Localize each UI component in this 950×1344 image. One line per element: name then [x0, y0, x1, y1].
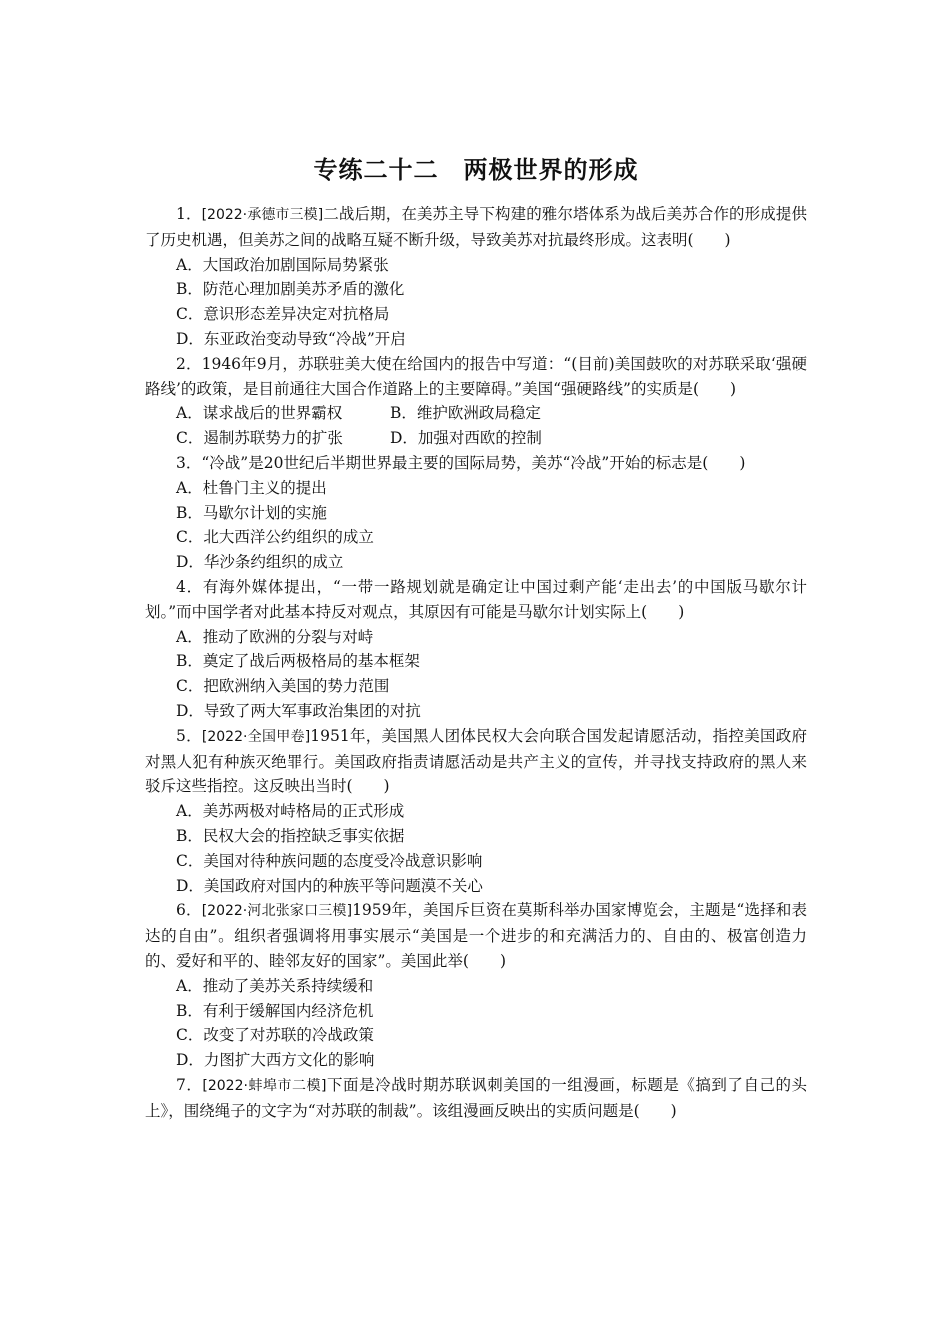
question-stem	[145, 724, 807, 799]
option-a: A．美苏两极对峙格局的正式形成	[176, 802, 405, 821]
option-b: B．有利于缓解国内经济危机	[176, 1001, 374, 1020]
question-stem	[145, 352, 807, 402]
question-2	[145, 352, 807, 451]
question-number: 1．	[176, 205, 202, 223]
question-3	[145, 451, 807, 575]
option-a: A．杜鲁门主义的提出	[176, 478, 327, 497]
option-b: B．防范心理加剧美苏矛盾的激化	[176, 280, 405, 299]
question-number: 6．	[176, 901, 202, 920]
question-text: 1951年，美国黑人团体民权大会向联合国发起请愿活动，指控美国政府对黑人犯有种族灭绝罪行。美国政府指责请愿活动是共产主义的宣传，并寻找支持政府的黑人来驳斥这些指控。这反映出当时( )	[145, 726, 807, 796]
option-c: C．北大西洋公约组织的成立	[176, 528, 374, 547]
option-b: B．维护欧洲政局稳定	[390, 404, 541, 423]
question-5	[145, 724, 807, 899]
question-1	[145, 202, 807, 352]
option-row	[145, 401, 807, 426]
question-source: [2022·蚌埠市二模]	[202, 1077, 327, 1094]
question-text: “冷战”是20世纪后半期世界最主要的国际局势，美苏“冷战”开始的标志是( )	[201, 453, 746, 472]
question-stem	[145, 1073, 807, 1124]
option-a: A．谋求战后的世界霸权	[176, 404, 343, 423]
question-source: [2022·承德市三模]	[201, 207, 324, 223]
option-d: D．华沙条约组织的成立	[176, 553, 344, 572]
option-c: C．意识形态差异决定对抗格局	[176, 305, 390, 324]
option-b: B．民权大会的指控缺乏事实依据	[176, 826, 405, 845]
question-number: 2．	[176, 354, 202, 373]
option-d: D．加强对西欧的控制	[390, 429, 542, 448]
question-number: 4．	[176, 577, 203, 596]
option-a: A．推动了欧洲的分裂与对峙	[176, 627, 374, 646]
page-title: 专练二十二 两极世界的形成	[313, 156, 639, 184]
option-b: B．奠定了战后两极格局的基本框架	[176, 652, 420, 671]
question-4	[145, 575, 807, 724]
question-number: 5．	[176, 726, 202, 745]
option-c: C．把欧洲纳入美国的势力范围	[176, 677, 390, 696]
question-7	[145, 1073, 807, 1124]
question-text: 1959年，美国斥巨资在莫斯科举办国家博览会，主题是“选择和表达的自由”。组织者强调将用事实展示“美国是一个进步的和充满活力的、自由的、极富创造力的、爱好和平的、睦邻友好的国家”。美国此举( )	[145, 901, 807, 970]
option-c: C．美国对待种族问题的态度受冷战意识影响	[176, 851, 483, 870]
question-stem	[145, 451, 807, 476]
question-stem	[145, 575, 807, 625]
option-d: D．导致了两大军事政治集团的对抗	[176, 701, 421, 720]
option-d: D．东亚政治变动导致“冷战”开启	[176, 329, 406, 348]
question-number: 7．	[176, 1075, 203, 1094]
question-stem	[145, 202, 807, 253]
question-source: [2022·全国甲卷]	[201, 728, 311, 745]
option-d: D．力图扩大西方文化的影响	[176, 1051, 375, 1070]
option-b: B．马歇尔计划的实施	[176, 503, 327, 522]
question-number: 3．	[176, 453, 202, 472]
option-d: D．美国政府对国内的种族平等问题漠不关心	[176, 876, 483, 895]
option-c: C．改变了对苏联的冷战政策	[176, 1026, 374, 1045]
option-c: C．遏制苏联势力的扩张	[176, 429, 343, 448]
option-row	[145, 426, 807, 451]
question-source: [2022·河北张家口三模]	[201, 903, 353, 920]
question-text: 下面是冷战时期苏联讽刺美国的一组漫画，标题是《搞到了自己的头上》，围绕绳子的文字为“对苏联的制裁”。该组漫画反映出的实质问题是( )	[145, 1075, 807, 1120]
question-stem	[145, 898, 807, 973]
document-page	[145, 150, 807, 1123]
option-a: A．大国政治加剧国际局势紧张	[176, 255, 389, 274]
question-text: 二战后期，在美苏主导下构建的雅尔塔体系为战后美苏合作的形成提供了历史机遇，但美苏之间的战略互疑不断升级，导致美苏对抗最终形成。这表明( )	[145, 205, 807, 249]
option-a: A．推动了美苏关系持续缓和	[176, 976, 374, 995]
question-text: 有海外媒体提出，“一带一路规划就是确定让中国过剩产能‘走出去’的中国版马歇尔计划。”而中国学者对此基本持反对观点，其原因有可能是马歇尔计划实际上( )	[145, 577, 807, 621]
question-text: 1946年9月，苏联驻美大使在给国内的报告中写道：“(目前)美国鼓吹的对苏联采取‘强硬路线’的政策，是目前通往大国合作道路上的主要障碍。”美国“强硬路线”的实质是( )	[145, 354, 807, 398]
question-6	[145, 898, 807, 1073]
